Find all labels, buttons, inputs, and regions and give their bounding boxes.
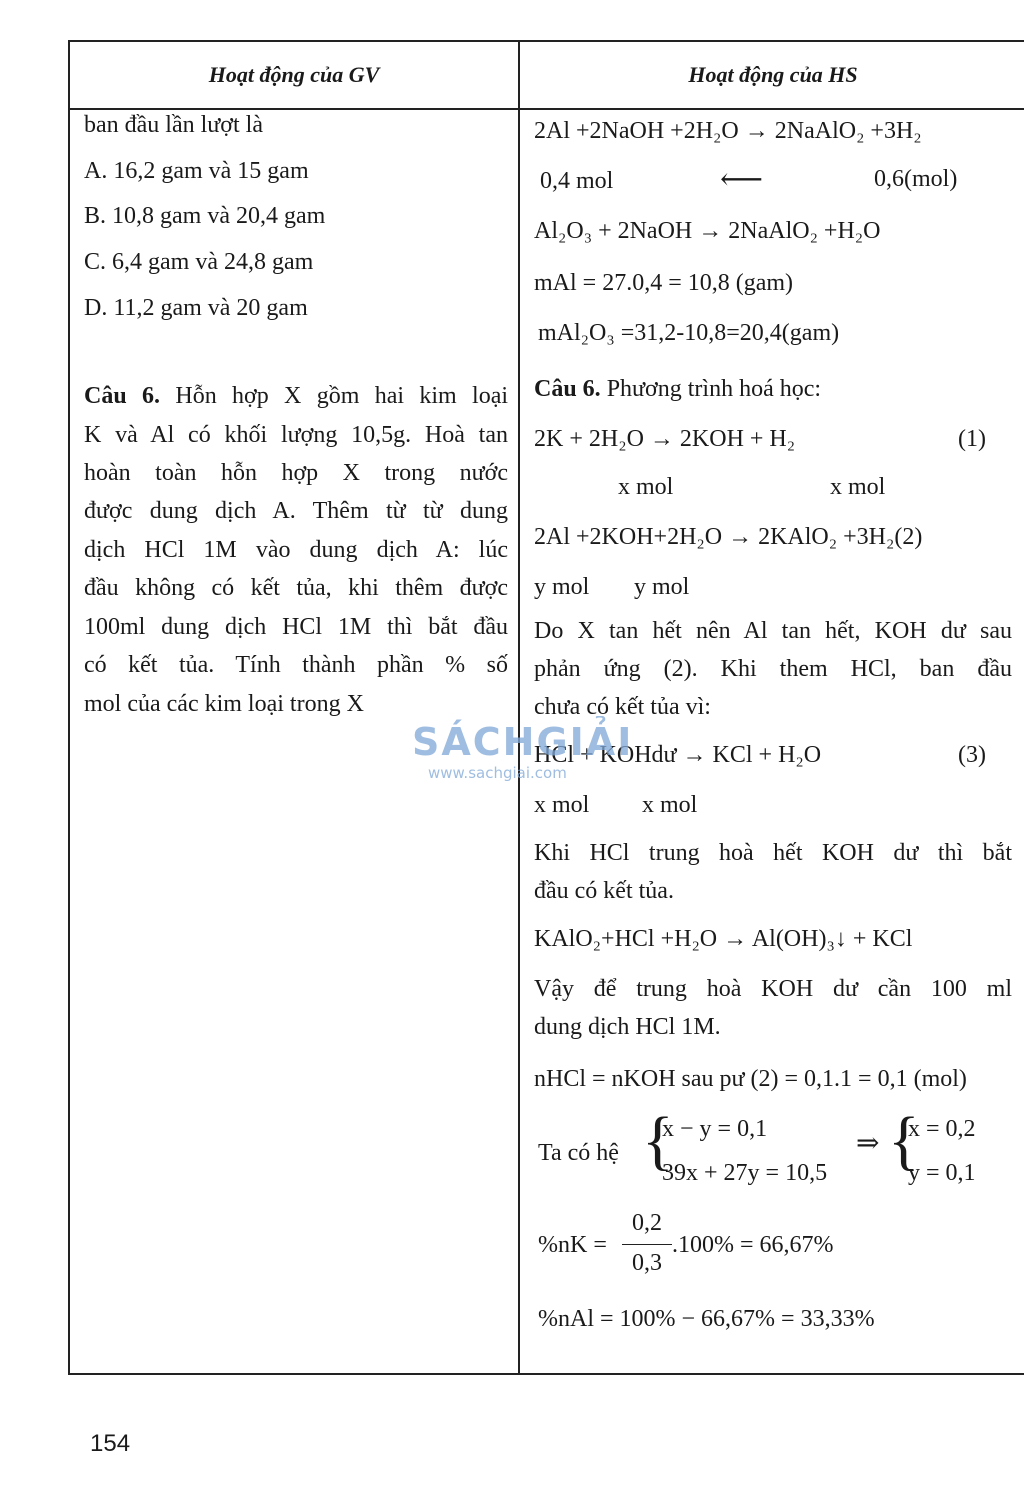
q6-line-8: có kết tủa. Tính thành phần % số	[84, 652, 508, 678]
right-brace-icon: {	[888, 1104, 920, 1177]
equation-4: KAlO₂+HCl +H₂O → Al(OH)₃↓ + KCl	[534, 926, 913, 952]
q6-line-6: đầu không có kết tủa, khi thêm được	[84, 575, 508, 601]
q6-line-1: Câu 6. Hỗn hợp X gồm hai kim loại	[84, 383, 509, 409]
q5-option-d: D. 11,2 gam và 20 gam	[84, 295, 308, 321]
eq3-mol-right: x mol	[642, 792, 698, 818]
q5-reaction-2: Al₂O₃ + 2NaOH → 2NaAlO₂ +H₂O	[534, 218, 881, 244]
eq1-mol-left: x mol	[618, 474, 674, 500]
percent-al: %nAl = 100% − 66,67% = 33,33%	[538, 1306, 875, 1332]
q6-intro-line: Câu 6. Phương trình hoá học:	[534, 376, 822, 402]
q5-tail: ban đầu lần lượt là	[84, 112, 263, 138]
q5-mass-al: mAl = 27.0,4 = 10,8 (gam)	[534, 270, 794, 296]
system-equation-1: x − y = 0,1	[662, 1116, 768, 1142]
q5-arrow-icon: ⟵	[720, 163, 764, 196]
percent-k-lhs: %nK =	[538, 1232, 607, 1258]
q6-line-7: 100ml dung dịch HCl 1M thì bắt đầu	[84, 614, 508, 640]
eq3-mol-left: x mol	[534, 792, 590, 818]
column-divider	[518, 42, 520, 1373]
q5-mol-right: 0,6(mol)	[874, 166, 958, 192]
equation-1: 2K + 2H₂O → 2KOH + H₂	[534, 426, 796, 452]
percent-k-rhs: .100% = 66,67%	[672, 1232, 834, 1258]
para2-line-1: Khi HCl trung hoà hết KOH dư thì bắt	[534, 840, 1012, 866]
percent-k-numerator: 0,2	[632, 1210, 662, 1236]
watermark-title: SÁCHGIẢI	[412, 720, 634, 764]
equation-2: 2Al +2KOH+2H₂O → 2KAlO₂ +3H₂(2)	[534, 524, 923, 550]
system-equation-2: 39x + 27y = 10,5	[662, 1160, 828, 1186]
eq1-mol-right: x mol	[830, 474, 886, 500]
q6-line-5: dịch HCl 1M vào dung dịch A: lúc	[84, 537, 508, 563]
q5-reaction-1: 2Al +2NaOH +2H₂O → 2NaAlO₂ +3H₂	[534, 118, 922, 144]
eq2-mol-left: y mol	[534, 574, 590, 600]
eq2-mol-right: y mol	[634, 574, 690, 600]
para1-line-2: phản ứng (2). Khi them HCl, ban đầu	[534, 656, 1012, 682]
q6-line-4: được dung dịch A. Thêm từ từ dung	[84, 498, 508, 524]
percent-k-denominator: 0,3	[632, 1250, 662, 1276]
left-brace-icon: {	[642, 1104, 674, 1177]
implies-icon: ⇒	[856, 1128, 880, 1159]
page-number: 154	[90, 1430, 131, 1457]
equation-3-number: (3)	[958, 742, 986, 768]
equation-1-number: (1)	[958, 426, 986, 452]
q6-line-3: hoàn toàn hỗn hợp X trong nước	[84, 460, 508, 486]
q5-mass-al2o3: mAl₂O₃ =31,2-10,8=20,4(gam)	[538, 320, 840, 346]
para3-line-2: dung dịch HCl 1M.	[534, 1014, 721, 1040]
q5-option-c: C. 6,4 gam và 24,8 gam	[84, 249, 314, 275]
para1-line-3: chưa có kết tủa vì:	[534, 694, 711, 720]
fraction-bar	[622, 1244, 672, 1245]
q6-line-9: mol của các kim loại trong X	[84, 691, 364, 717]
student-column-header: Hoạt động của HS	[688, 62, 858, 87]
q6-line-2: K và Al có khối lượng 10,5g. Hoà tan	[84, 422, 508, 448]
table-header-row	[70, 42, 1024, 110]
system-label: Ta có hệ	[538, 1140, 619, 1166]
watermark	[412, 720, 633, 782]
equation-3: HCl + KOHdư → KCl + H₂O	[534, 742, 822, 768]
solution-y: y = 0,1	[908, 1160, 976, 1186]
q6-hs-label: Câu 6.	[534, 376, 601, 402]
watermark-url: www.sachgiai.com	[428, 764, 567, 782]
teacher-column-header: Hoạt động của GV	[208, 62, 380, 87]
q5-option-a: A. 16,2 gam và 15 gam	[84, 158, 309, 184]
n-hcl-calculation: nHCl = nKOH sau pư (2) = 0,1.1 = 0,1 (mol)	[534, 1066, 967, 1092]
q6-label: Câu 6.	[84, 383, 161, 409]
solution-x: x = 0,2	[908, 1116, 976, 1142]
q5-option-b: B. 10,8 gam và 20,4 gam	[84, 203, 326, 229]
content-table	[68, 40, 1024, 1375]
para3-line-1: Vậy để trung hoà KOH dư cần 100 ml	[534, 976, 1012, 1002]
q5-mol-left: 0,4 mol	[540, 168, 614, 194]
para2-line-2: đầu có kết tủa.	[534, 878, 674, 904]
para1-line-1: Do X tan hết nên Al tan hết, KOH dư sau	[534, 618, 1012, 644]
